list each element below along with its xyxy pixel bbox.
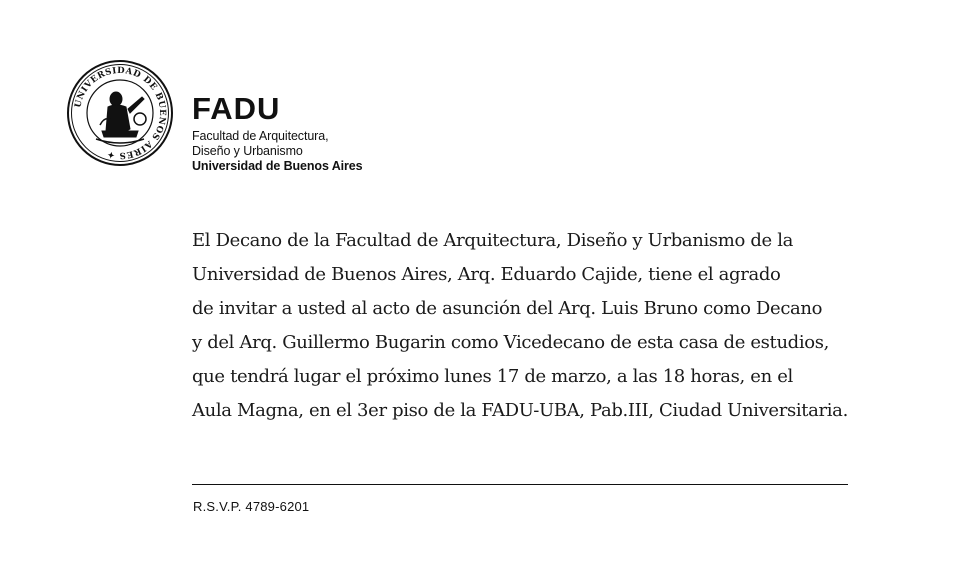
body-line: que tendrá lugar el próximo lunes 17 de marzo, a las 18 horas, en el xyxy=(192,366,793,387)
faculty-name-line-2: Diseño y Urbanismo xyxy=(192,144,303,158)
brand-logo-text: FADU xyxy=(192,91,281,126)
faculty-brand xyxy=(192,92,363,174)
svg-text:UNIVERSIDAD DE BUENOS AIRES ✦: UNIVERSIDAD DE BUENOS AIRES ✦ xyxy=(73,65,168,161)
university-name: Universidad de Buenos Aires xyxy=(192,159,363,173)
invitation-body xyxy=(192,224,872,428)
body-line: de invitar a usted al acto de asunción del Arq. Luis Bruno como Decano xyxy=(192,298,823,319)
body-line: Aula Magna, en el 3er piso de la FADU-UBA, Pab.III, Ciudad Universitaria. xyxy=(192,400,848,421)
faculty-name-line-1: Facultad de Arquitectura, xyxy=(192,129,329,143)
rsvp-text: R.S.V.P. 4789-6201 xyxy=(193,499,310,514)
university-seal-icon xyxy=(66,59,174,167)
divider xyxy=(192,484,848,485)
body-line: Universidad de Buenos Aires, Arq. Eduardo Cajide, tiene el agrado xyxy=(192,264,781,285)
body-line: El Decano de la Facultad de Arquitectura, Diseño y Urbanismo de la xyxy=(192,230,794,251)
body-line: y del Arq. Guillermo Bugarin como Vicedecano de esta casa de estudios, xyxy=(192,332,830,353)
